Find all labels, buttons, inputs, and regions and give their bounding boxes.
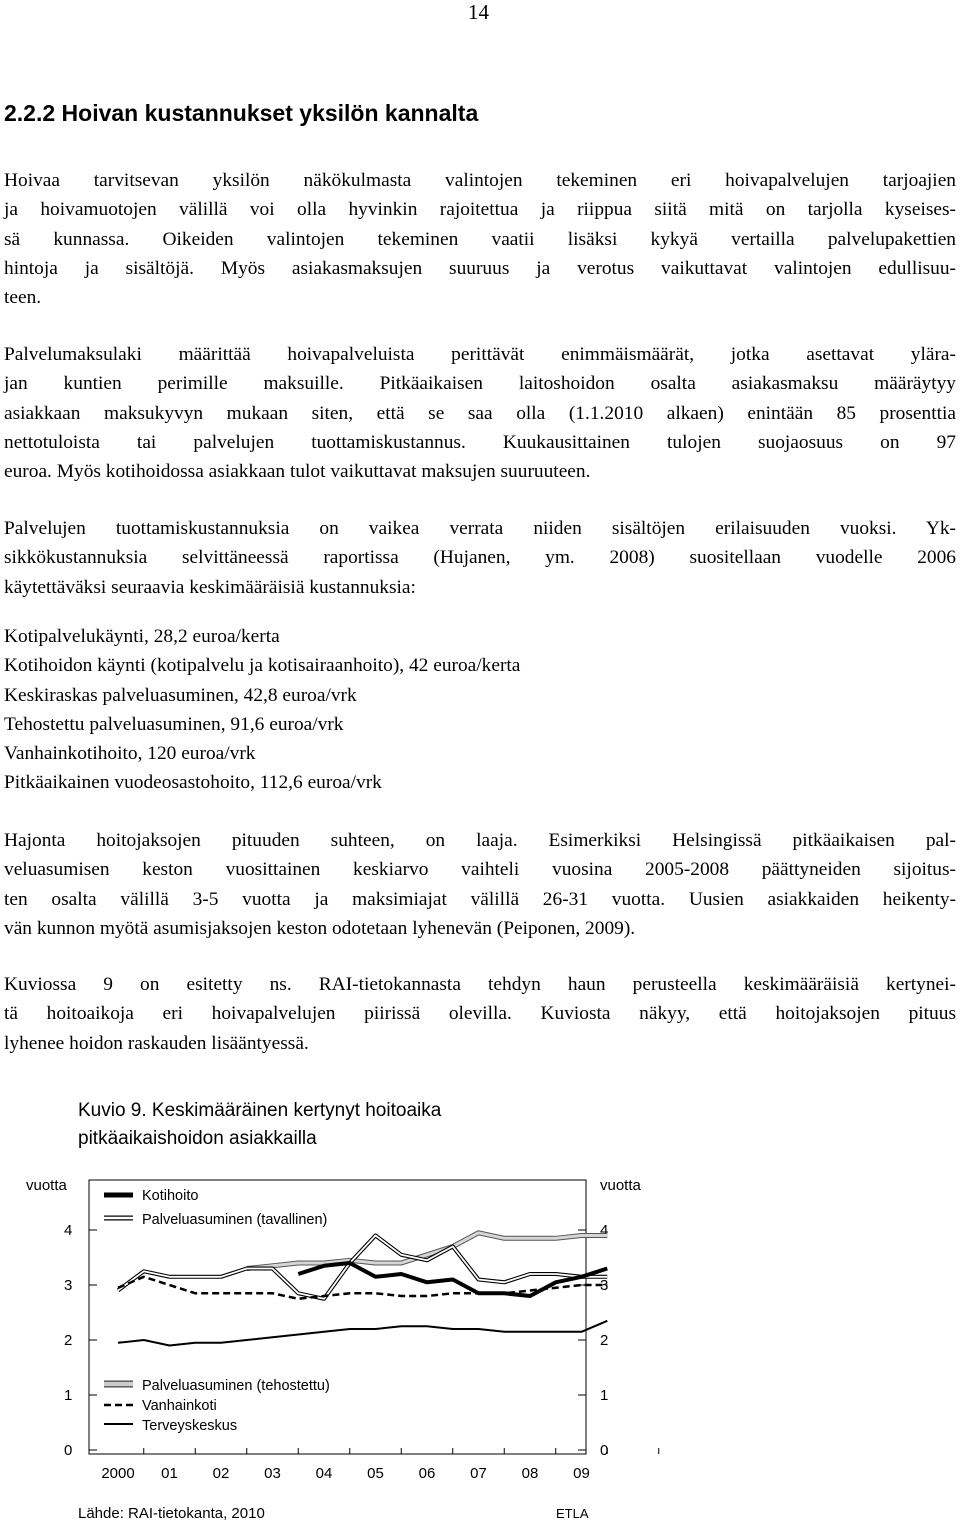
paragraph-line: veluasumisen keston vuosittainen keskiarvo vaihteli vuosina 2005-2008 päättyneiden sijoitus-	[4, 859, 956, 881]
legend-label-vanhainkoti: Vanhainkoti	[142, 1398, 217, 1414]
cost-list-item: Kotihoidon käynti (kotipalvelu ja kotisairaanhoito), 42 euroa/kerta	[4, 655, 521, 677]
cost-list-item: Vanhainkotihoito, 120 euroa/vrk	[4, 743, 256, 765]
y-tick-label: 3	[600, 1277, 609, 1294]
legend-label-palveluasuminen-tehostettu: Palveluasuminen (tehostettu)	[142, 1378, 330, 1394]
y-ticks-right	[578, 1222, 608, 1459]
paragraph-line: jan kuntien perimille maksuille. Pitkäaikaisen laitoshoidon osalta asiakasmaksu määräytyy	[4, 373, 956, 395]
y-tick-label: 2	[64, 1332, 73, 1349]
line-chart	[0, 1160, 960, 1527]
cost-list-item: Keskiraskas palveluasuminen, 42,8 euroa/vrk	[4, 684, 357, 706]
x-tick-label: 07	[470, 1465, 487, 1482]
figure-publisher: ETLA	[556, 1506, 589, 1521]
paragraph-5	[4, 970, 956, 1058]
figure-source: Lähde: RAI-tietokanta, 2010	[78, 1505, 265, 1522]
cost-list-item: Pitkäaikainen vuodeosastohoito, 112,6 euroa/vrk	[4, 772, 382, 794]
legend-bottom	[104, 1378, 330, 1434]
y-tick-label: 0	[64, 1442, 73, 1459]
paragraph-line: lyhenee hoidon raskauden lisääntyessä.	[4, 1032, 309, 1054]
paragraph-line: Palvelumaksulaki määrittää hoivapalveluista perittävät enimmäismäärät, jotka asettavat ylära-	[4, 344, 956, 365]
x-ticks	[101, 1448, 658, 1482]
y-axis-label-right: vuotta	[600, 1177, 641, 1194]
cost-list	[4, 622, 520, 798]
x-tick-label: 06	[418, 1465, 436, 1482]
x-tick-label: 2000	[101, 1465, 135, 1482]
paragraph-line: sikkökustannuksia selvittäneessä raportissa (Hujanen, ym. 2008) suositellaan vuodelle 2006	[4, 547, 956, 569]
paragraph-line: sä kunnassa. Oikeiden valintojen tekeminen vaatii lisäksi kykyä vertailla palvelupakettien	[4, 228, 956, 250]
series-palveluasuminen-tehostettu-inner	[247, 1233, 608, 1269]
paragraph-3	[4, 514, 956, 602]
paragraph-line: ja hoivamuotojen välillä voi olla hyvinkin rajoitettua ja riippua siitä mitä on tarjolla kyseises-	[4, 199, 956, 221]
paragraph-line: Hoivaa tarvitsevan yksilön näkökulmasta valintojen tekeminen eri hoivapalvelujen tarjoajien	[4, 170, 956, 191]
paragraph-line: euroa. Myös kotihoidossa asiakkaan tulot vaikuttavat maksujen suuruuteen.	[4, 461, 591, 483]
paragraph-line: vän kunnon myötä asumisjaksojen keston odotetaan lyhenevän (Peiponen, 2009).	[4, 917, 636, 939]
paragraph-line: asiakkaan maksukyvyn mukaan siten, että se saa olla (1.1.2010 alkaen) enintään 85 prosenttia	[4, 402, 956, 424]
section-title: 2.2.2 Hoivan kustannukset yksilön kannalta	[4, 100, 479, 126]
paragraph-line: Palvelujen tuottamiskustannuksia on vaikea verrata niiden sisältöjen erilaisuuden vuoksi. Yk-	[4, 518, 956, 539]
x-tick-label: 01	[161, 1465, 178, 1482]
series-terveyskeskus	[118, 1321, 607, 1346]
series-lines	[118, 1233, 607, 1346]
x-tick-label: 02	[212, 1465, 230, 1482]
page-number: 14	[468, 0, 489, 24]
paragraph-2	[4, 340, 956, 486]
paragraph-line: hintoja ja sisältöjä. Myös asiakasmaksujen suuruus ja verotus vaikuttavat valintojen edullisuu-	[4, 257, 956, 279]
y-tick-label: 0	[600, 1442, 609, 1459]
y-tick-label: 4	[64, 1222, 73, 1239]
paragraph-line: nettotuloista tai palvelujen tuottamiskustannus. Kuukausittainen tulojen suojaosuus on 97	[4, 431, 956, 453]
paragraph-line: Kuviossa 9 on esitetty ns. RAI-tietokannasta tehdyn haun perusteella keskimääräisiä kertynei-	[4, 974, 956, 995]
x-tick-label: 09	[573, 1465, 590, 1482]
y-tick-label: 1	[64, 1387, 73, 1404]
paragraph-line: ten osalta välillä 3-5 vuotta ja maksimiajat välillä 26-31 vuotta. Uusien asiakkaiden heikenty-	[4, 888, 956, 910]
y-tick-label: 1	[600, 1387, 609, 1404]
x-tick-label: 08	[521, 1465, 539, 1482]
x-tick-label: 04	[315, 1465, 333, 1482]
legend-label-kotihoito: Kotihoito	[142, 1188, 199, 1204]
figure-caption-line: pitkäaikaishoidon asiakkailla	[78, 1128, 317, 1149]
y-ticks-left	[64, 1222, 97, 1459]
paragraph-line: teen.	[4, 287, 42, 309]
x-tick-label: 05	[367, 1465, 384, 1482]
paragraph-line: käytettäväksi seuraavia keskimääräisiä kustannuksia:	[4, 576, 416, 598]
figure-caption	[78, 1097, 441, 1153]
x-tick-label: 03	[264, 1465, 281, 1482]
paragraph-line: tä hoitoaikoja eri hoivapalvelujen piirissä olevilla. Kuviosta näkyy, että hoitojaksojen pituus	[4, 1003, 956, 1025]
cost-list-item: Kotipalvelukäynti, 28,2 euroa/kerta	[4, 626, 280, 647]
y-axis-label-left: vuotta	[26, 1177, 67, 1194]
cost-list-item: Tehostettu palveluasuminen, 91,6 euroa/vrk	[4, 713, 344, 735]
legend-label-palveluasuminen-tavallinen: Palveluasuminen (tavallinen)	[142, 1212, 328, 1228]
y-tick-label: 4	[600, 1222, 609, 1239]
paragraph-4	[4, 826, 956, 943]
paragraph-line: Hajonta hoitojaksojen pituuden suhteen, on laaja. Esimerkiksi Helsingissä pitkäaikaisen pal-	[4, 830, 956, 851]
y-tick-label: 3	[64, 1277, 73, 1294]
y-tick-label: 2	[600, 1332, 609, 1349]
paragraph-1	[4, 166, 956, 312]
figure-caption-line: Kuvio 9. Keskimääräinen kertynyt hoitoaika	[78, 1100, 442, 1121]
legend-top	[104, 1188, 327, 1228]
legend-label-terveyskeskus: Terveyskeskus	[142, 1418, 238, 1434]
